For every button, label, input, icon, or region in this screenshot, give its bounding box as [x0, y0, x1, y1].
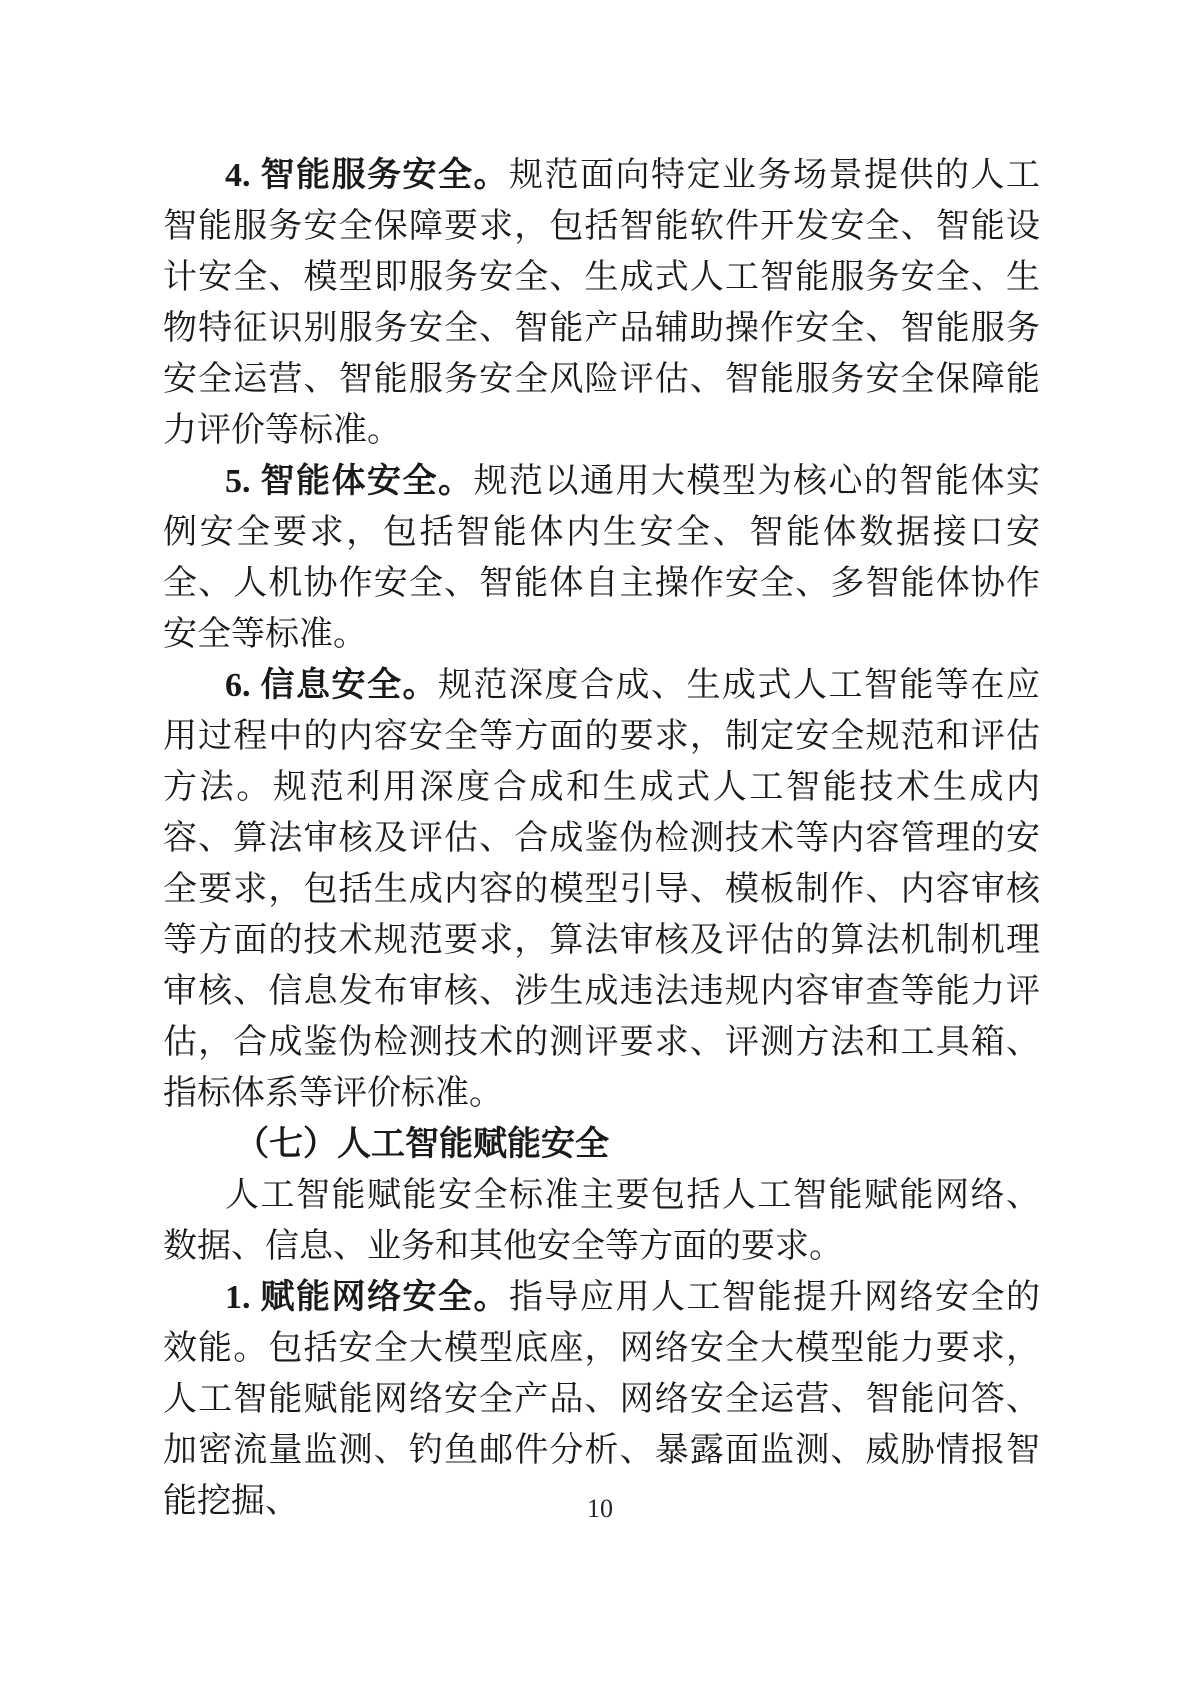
paragraph-body: 规范以通用大模型为核心的智能体实例安全要求，包括智能体内生安全、智能体数据接口安全、人机协作安全、智能体自主操作安全、多智能体协作安全等标准。: [163, 463, 1040, 653]
section-heading-ai-enabled-security: [163, 1119, 1040, 1170]
section-heading-text: （七）人工智能赋能安全: [235, 1126, 609, 1163]
paragraph-ai-enabled-security-overview: [163, 1170, 1040, 1272]
paragraph-lead: 5. 智能体安全。: [225, 463, 474, 500]
paragraph-lead: 1. 赋能网络安全。: [225, 1279, 509, 1316]
paragraph-lead: 4. 智能服务安全。: [225, 157, 509, 194]
document-content: [163, 150, 1040, 1527]
paragraph-body: 人工智能赋能安全标准主要包括人工智能赋能网络、数据、信息、业务和其他安全等方面的要求。: [163, 1177, 1040, 1265]
paragraph-body: 规范面向特定业务场景提供的人工智能服务安全保障要求，包括智能软件开发安全、智能设计安全、模型即服务安全、生成式人工智能服务安全、生物特征识别服务安全、智能产品辅助操作安全、智能服务安全运营、智能服务安全风险评估、智能服务安全保障能力评价等标准。: [163, 157, 1040, 449]
paragraph-agent-security: [163, 456, 1040, 660]
paragraph-body: 规范深度合成、生成式人工智能等在应用过程中的内容安全等方面的要求，制定安全规范和评估方法。规范利用深度合成和生成式人工智能技术生成内容、算法审核及评估、合成鉴伪检测技术等内容管理的安全要求，包括生成内容的模型引导、模板制作、内容审核等方面的技术规范要求，算法审核及评估的算法机制机理审核、信息发布审核、涉生成违法违规内容审查等能力评估，合成鉴伪检测技术的测评要求、评测方法和工具箱、指标体系等评价标准。: [163, 667, 1040, 1112]
paragraph-information-security: [163, 660, 1040, 1119]
paragraph-intelligent-service-security: [163, 150, 1040, 456]
paragraph-enabled-network-security: [163, 1272, 1040, 1527]
page-number: 10: [587, 1494, 613, 1523]
paragraph-lead: 6. 信息安全。: [225, 667, 438, 704]
paragraph-body: 指导应用人工智能提升网络安全的效能。包括安全大模型底座，网络安全大模型能力要求，人工智能赋能网络安全产品、网络安全运营、智能问答、加密流量监测、钓鱼邮件分析、暴露面监测、威胁情报智能挖掘、: [163, 1279, 1040, 1520]
